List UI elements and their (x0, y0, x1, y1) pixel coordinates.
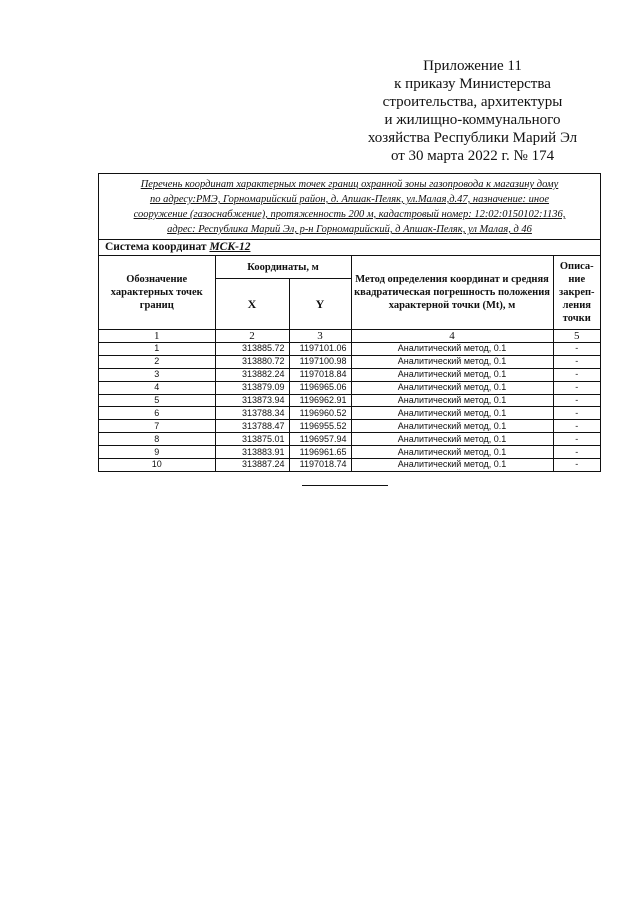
annex-header-line: хозяйства Республики Марий Эл (367, 130, 578, 146)
table-row (99, 433, 600, 446)
title-line: по адресу:РМЭ, Горномарийский район, д. Апшак-Пеляк, ул.Малая,д.47, назначение: иное (149, 194, 550, 205)
point-cell: 5 (99, 394, 215, 407)
y-cell: 1196961.65 (289, 446, 351, 459)
point-cell: 3 (99, 368, 215, 381)
point-cell: 9 (99, 446, 215, 459)
x-cell: 313873.94 (215, 394, 289, 407)
marking-cell: - (553, 420, 600, 433)
title-line: сооружение (газоснабжение), протяженность 200 м, кадастровый номер: 12:02:0150102:1136, (133, 209, 566, 220)
header-point: Обозначение характерных точек границ (99, 256, 215, 330)
marking-cell: - (553, 368, 600, 381)
y-cell: 1197100.98 (289, 355, 351, 368)
column-number: 4 (351, 330, 553, 343)
y-cell: 1197101.06 (289, 343, 351, 356)
marking-cell: - (553, 446, 600, 459)
document-title (99, 174, 600, 240)
annex-header-line: и жилищно-коммунального (384, 112, 561, 128)
marking-cell: - (553, 355, 600, 368)
marking-cell: - (553, 433, 600, 446)
annex-header (330, 57, 615, 165)
table-row (99, 407, 600, 420)
table-row (99, 368, 600, 381)
coordinate-system-row (99, 240, 600, 256)
x-cell: 313788.47 (215, 420, 289, 433)
x-cell: 313883.91 (215, 446, 289, 459)
annex-header-line: от 30 марта 2022 г. № 174 (390, 148, 555, 164)
method-cell: Аналитический метод, 0.1 (351, 433, 553, 446)
method-cell: Аналитический метод, 0.1 (351, 459, 553, 471)
x-cell: 313887.24 (215, 459, 289, 471)
y-cell: 1196955.52 (289, 420, 351, 433)
x-cell: 313882.24 (215, 368, 289, 381)
method-cell: Аналитический метод, 0.1 (351, 368, 553, 381)
header-coordinates: Координаты, м (215, 256, 351, 279)
table-row (99, 355, 600, 368)
header-method: Метод определения координат и средняя квадратическая погрешность положения характерной точки (Mt), м (351, 256, 553, 330)
x-cell: 313885.72 (215, 343, 289, 356)
coordinate-system-label: Система координат (105, 241, 207, 253)
x-cell: 313880.72 (215, 355, 289, 368)
coordinates-document-box (98, 173, 601, 472)
coordinate-system-value: МСК-12 (209, 241, 251, 253)
y-cell: 1197018.74 (289, 459, 351, 471)
point-cell: 7 (99, 420, 215, 433)
column-number: 2 (215, 330, 289, 343)
header-x: X (215, 279, 289, 330)
annex-header-line: Приложение 11 (423, 58, 522, 74)
header-y: Y (289, 279, 351, 330)
method-cell: Аналитический метод, 0.1 (351, 420, 553, 433)
title-line: Перечень координат характерных точек границ охранной зоны газопровода к магазину дому (140, 179, 559, 190)
x-cell: 313788.34 (215, 407, 289, 420)
marking-cell: - (553, 407, 600, 420)
point-cell: 1 (99, 343, 215, 356)
column-number-row (99, 330, 600, 343)
method-cell: Аналитический метод, 0.1 (351, 407, 553, 420)
y-cell: 1196962.91 (289, 394, 351, 407)
column-number: 3 (289, 330, 351, 343)
annex-header-line: строительства, архитектуры (382, 94, 563, 110)
table-row (99, 459, 600, 471)
point-cell: 6 (99, 407, 215, 420)
table-row (99, 420, 600, 433)
table-row (99, 394, 600, 407)
point-cell: 2 (99, 355, 215, 368)
title-line: адрес: Республика Марий Эл, р-н Горномарийский, д Апшак-Пеляк, ул Малая, д 46 (167, 224, 532, 235)
table-row (99, 446, 600, 459)
table-row (99, 343, 600, 356)
marking-cell: - (553, 459, 600, 471)
marking-cell: - (553, 381, 600, 394)
column-number: 1 (99, 330, 215, 343)
y-cell: 1197018.84 (289, 368, 351, 381)
y-cell: 1196965.06 (289, 381, 351, 394)
point-cell: 8 (99, 433, 215, 446)
method-cell: Аналитический метод, 0.1 (351, 394, 553, 407)
marking-cell: - (553, 394, 600, 407)
signature-line (302, 485, 388, 486)
coordinates-table (99, 256, 600, 471)
method-cell: Аналитический метод, 0.1 (351, 446, 553, 459)
method-cell: Аналитический метод, 0.1 (351, 381, 553, 394)
column-number: 5 (553, 330, 600, 343)
marking-cell: - (553, 343, 600, 356)
annex-header-line: к приказу Министерства (394, 76, 551, 92)
table-row (99, 381, 600, 394)
method-cell: Аналитический метод, 0.1 (351, 343, 553, 356)
x-cell: 313875.01 (215, 433, 289, 446)
method-cell: Аналитический метод, 0.1 (351, 355, 553, 368)
point-cell: 10 (99, 459, 215, 471)
header-marking: Описа-ние закреп-ления точки (553, 256, 600, 330)
y-cell: 1196960.52 (289, 407, 351, 420)
x-cell: 313879.09 (215, 381, 289, 394)
point-cell: 4 (99, 381, 215, 394)
y-cell: 1196957.94 (289, 433, 351, 446)
